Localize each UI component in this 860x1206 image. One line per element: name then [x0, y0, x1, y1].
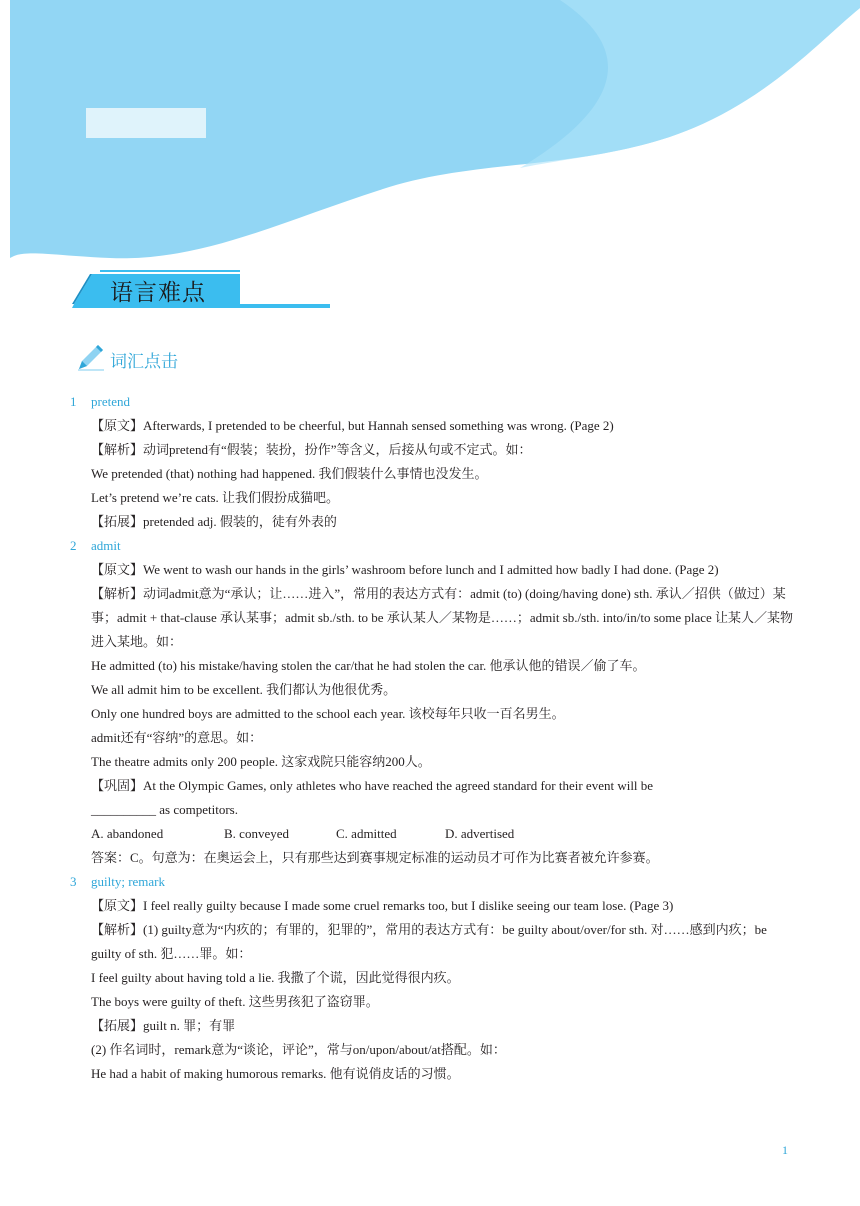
- analysis-line: admit还有“容纳”的意思。如：: [91, 730, 263, 745]
- answer-line: 答案：C。句意为：在奥运会上，只有那些达到赛事规定标准的运动员才可作为比赛者被允许参赛。: [91, 850, 659, 865]
- vocab-item-2: [70, 534, 796, 870]
- original-text-line: 【原文】I feel really guilty because I made some cruel remarks too, but I dislike seeing our team lose. (Page 3): [91, 898, 674, 913]
- item-heading: [70, 870, 796, 894]
- item-heading: [70, 534, 796, 558]
- item-word: pretend: [91, 394, 130, 409]
- pencil-icon: [76, 342, 106, 372]
- exercise-options: [70, 822, 796, 846]
- item-number: 2: [70, 538, 77, 553]
- item-number: 1: [70, 394, 77, 409]
- subsection-title: 词汇点击: [110, 352, 178, 372]
- example-line: I feel guilty about having told a lie. 我撒了个谎，因此觉得很内疚。: [91, 970, 460, 985]
- option-d: D. advertised: [445, 826, 515, 841]
- section-title: 语言难点: [110, 280, 206, 306]
- option-c: C. admitted: [336, 826, 397, 841]
- item-word: admit: [91, 538, 121, 553]
- example-line: The theatre admits only 200 people. 这家戏院只能容纳200人。: [91, 754, 431, 769]
- item-number: 3: [70, 874, 77, 889]
- example-line: We all admit him to be excellent. 我们都认为他很优秀。: [91, 682, 397, 697]
- item-word: guilty; remark: [91, 874, 166, 889]
- item-heading: [70, 390, 796, 414]
- option-b: B. conveyed: [224, 826, 289, 841]
- original-text-line: 【原文】Afterwards, I pretended to be cheerful, but Hannah sensed something was wrong. (Page 2): [91, 418, 614, 433]
- exercise-blank-line: __________ as competitors.: [91, 802, 238, 817]
- analysis-line: (2) 作名词时，remark意为“谈论，评论”，常与on/upon/about/at搭配。如：: [91, 1042, 506, 1057]
- analysis-paragraph: 【解析】动词admit意为“承认；让……进入”，常用的表达方式有：admit (to) (doing/having done) sth. 承认／招供（做过）某事；admit + that-clause 承认某事；admit sb./sth. to be 承认某人／某物是……；admit sb./sth. into/in/to some place 让某人／某物进入某地。如：: [91, 586, 794, 649]
- vocabulary-content: [70, 390, 796, 1086]
- original-text-line: 【原文】We went to wash our hands in the girls’ washroom before lunch and I admitted how badly I had done. (Page 2): [91, 562, 719, 577]
- option-a: A. abandoned: [91, 826, 164, 841]
- extension-line: 【拓展】pretended adj. 假装的，徒有外表的: [91, 514, 337, 529]
- vocab-item-3: [70, 870, 796, 1086]
- example-line: He had a habit of making humorous remarks. 他有说俏皮话的习惯。: [91, 1066, 460, 1081]
- analysis-line: 【解析】动词pretend有“假装；装扮，扮作”等含义，后接从句或不定式。如：: [91, 442, 532, 457]
- exercise-question: 【巩固】At the Olympic Games, only athletes who have reached the agreed standard for their event will be: [91, 778, 654, 793]
- example-line: Let’s pretend we’re cats. 让我们假扮成猫吧。: [91, 490, 340, 505]
- example-line: We pretended (that) nothing had happened. 我们假装什么事情也没发生。: [91, 466, 488, 481]
- section-banner: [70, 266, 332, 310]
- example-line: He admitted (to) his mistake/having stolen the car/that he had stolen the car. 他承认他的错误／偷了车。: [91, 658, 646, 673]
- example-line: The boys were guilty of theft. 这些男孩犯了盗窃罪。: [91, 994, 379, 1009]
- header-title-box: [86, 108, 206, 138]
- example-line: Only one hundred boys are admitted to the school each year. 该校每年只收一百名男生。: [91, 706, 565, 721]
- extension-line: 【拓展】guilt n. 罪；有罪: [91, 1018, 236, 1033]
- page-number: 1: [782, 1143, 788, 1157]
- analysis-paragraph: 【解析】(1) guilty意为“内疚的；有罪的，犯罪的”，常用的表达方式有：be guilty about/over/for sth. 对……感到内疚；be guilty of sth. 犯……罪。如：: [91, 922, 767, 961]
- vocab-item-1: [70, 390, 796, 534]
